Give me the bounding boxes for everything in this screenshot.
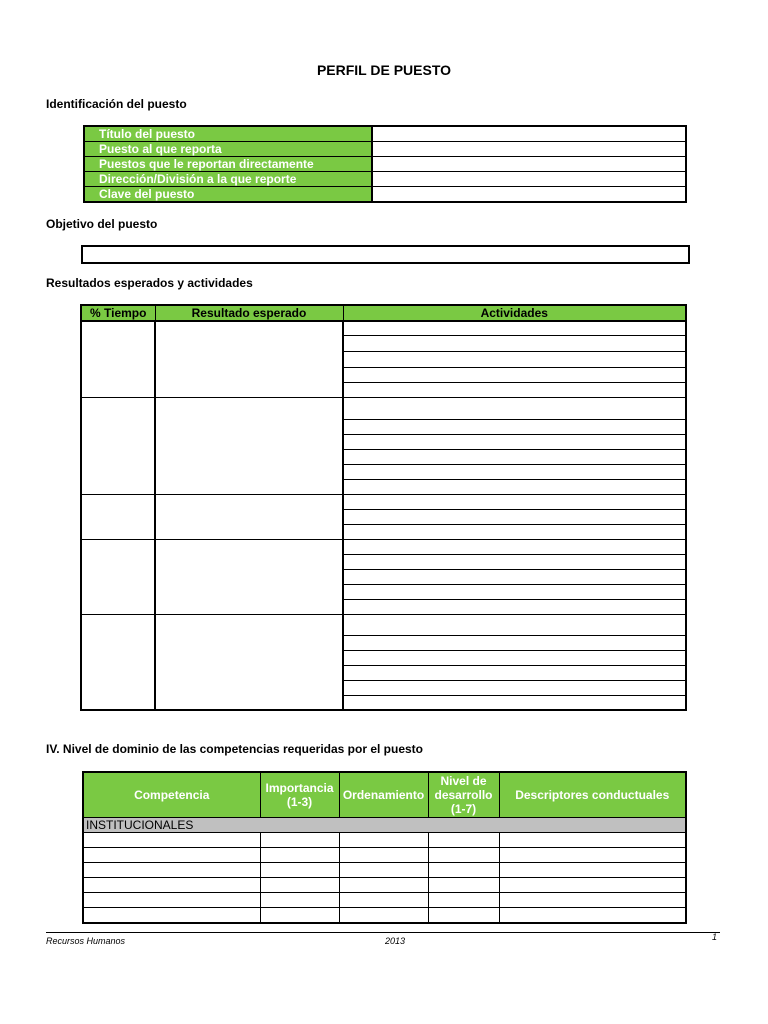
level-cell[interactable]: [428, 908, 499, 924]
ordering-cell[interactable]: [339, 863, 428, 878]
category-row: INSTITUCIONALES: [83, 818, 686, 833]
competency-cell[interactable]: [83, 848, 260, 863]
id-label: Dirección/División a la que reporte: [84, 172, 372, 187]
descriptor-cell[interactable]: [499, 833, 686, 848]
importance-cell[interactable]: [260, 893, 339, 908]
competency-cell[interactable]: [83, 833, 260, 848]
activity-cell[interactable]: [343, 494, 686, 509]
time-cell[interactable]: [81, 494, 155, 539]
ordering-cell[interactable]: [339, 893, 428, 908]
result-cell[interactable]: [155, 539, 343, 614]
objective-field[interactable]: [81, 245, 690, 264]
header-importance: Importancia (1-3): [260, 772, 339, 818]
time-cell[interactable]: [81, 397, 155, 494]
activity-cell[interactable]: [343, 695, 686, 710]
id-row: [84, 187, 686, 203]
level-cell[interactable]: [428, 893, 499, 908]
table-row: [83, 878, 686, 893]
id-row: [84, 157, 686, 172]
footer-divider: [46, 932, 720, 933]
activity-cell[interactable]: [343, 509, 686, 524]
result-cell[interactable]: [155, 321, 343, 397]
footer-year: 2013: [385, 936, 406, 946]
header-activities: Actividades: [343, 305, 686, 321]
activity-cell[interactable]: [343, 449, 686, 464]
descriptor-cell[interactable]: [499, 893, 686, 908]
ordering-cell[interactable]: [339, 833, 428, 848]
descriptor-cell[interactable]: [499, 863, 686, 878]
importance-cell[interactable]: [260, 833, 339, 848]
level-cell[interactable]: [428, 833, 499, 848]
competency-cell[interactable]: [83, 863, 260, 878]
ordering-cell[interactable]: [339, 848, 428, 863]
id-row: [84, 126, 686, 142]
id-row: [84, 172, 686, 187]
page-number: 1: [712, 932, 718, 942]
results-table: [80, 304, 687, 711]
importance-cell[interactable]: [260, 863, 339, 878]
competency-cell[interactable]: [83, 893, 260, 908]
table-row: [83, 833, 686, 848]
table-row: [83, 848, 686, 863]
header-result: Resultado esperado: [155, 305, 343, 321]
activity-cell[interactable]: [343, 614, 686, 635]
level-cell[interactable]: [428, 848, 499, 863]
identification-table: [83, 125, 687, 203]
header-descriptors: Descriptores conductuales: [499, 772, 686, 818]
table-row: [83, 908, 686, 924]
activity-cell[interactable]: [343, 419, 686, 434]
activity-cell[interactable]: [343, 554, 686, 569]
activity-cell[interactable]: [343, 584, 686, 599]
section-objective: Objetivo del puesto: [46, 217, 158, 231]
importance-cell[interactable]: [260, 908, 339, 924]
header-ordering: Ordenamiento: [339, 772, 428, 818]
id-row: [84, 142, 686, 157]
section-results: Resultados esperados y actividades: [46, 276, 253, 290]
id-value-field[interactable]: [372, 157, 686, 172]
footer-department: Recursos Humanos: [46, 936, 126, 946]
result-cell[interactable]: [155, 494, 343, 539]
header-time: % Tiempo: [81, 305, 155, 321]
activity-cell[interactable]: [343, 321, 686, 335]
result-cell[interactable]: [155, 397, 343, 494]
level-cell[interactable]: [428, 863, 499, 878]
activity-cell[interactable]: [343, 397, 686, 419]
activity-cell[interactable]: [343, 367, 686, 382]
activity-cell[interactable]: [343, 434, 686, 449]
activity-cell[interactable]: [343, 599, 686, 614]
id-value-field[interactable]: [372, 172, 686, 187]
header-level: Nivel de desarrollo (1-7): [428, 772, 499, 818]
activity-cell[interactable]: [343, 665, 686, 680]
table-row: [83, 863, 686, 878]
competencies-table: [82, 771, 687, 924]
activity-cell[interactable]: [343, 635, 686, 650]
activity-cell[interactable]: [343, 539, 686, 554]
section-competencies: IV. Nivel de dominio de las competencias requeridas por el puesto: [46, 742, 424, 756]
id-label: Puestos que le reportan directamente: [84, 157, 372, 172]
time-cell[interactable]: [81, 539, 155, 614]
activity-cell[interactable]: [343, 650, 686, 665]
competency-cell[interactable]: [83, 878, 260, 893]
id-value-field[interactable]: [372, 126, 686, 142]
importance-cell[interactable]: [260, 878, 339, 893]
time-cell[interactable]: [81, 614, 155, 710]
activity-cell[interactable]: [343, 524, 686, 539]
ordering-cell[interactable]: [339, 908, 428, 924]
section-identification: Identificación del puesto: [46, 97, 187, 111]
importance-cell[interactable]: [260, 848, 339, 863]
activity-cell[interactable]: [343, 382, 686, 397]
activity-cell[interactable]: [343, 569, 686, 584]
result-cell[interactable]: [155, 614, 343, 710]
competency-cell[interactable]: [83, 908, 260, 924]
page-title: PERFIL DE PUESTO: [316, 62, 452, 78]
activity-cell[interactable]: [343, 680, 686, 695]
time-cell[interactable]: [81, 321, 155, 397]
descriptor-cell[interactable]: [499, 878, 686, 893]
id-label: Puesto al que reporta: [84, 142, 372, 157]
id-value-field[interactable]: [372, 187, 686, 203]
header-competency: Competencia: [83, 772, 260, 818]
descriptor-cell[interactable]: [499, 848, 686, 863]
ordering-cell[interactable]: [339, 878, 428, 893]
id-label: Clave del puesto: [84, 187, 372, 203]
activity-cell[interactable]: [343, 464, 686, 479]
activity-cell[interactable]: [343, 351, 686, 367]
table-row: [83, 893, 686, 908]
activity-cell[interactable]: [343, 335, 686, 351]
descriptor-cell[interactable]: [499, 908, 686, 924]
level-cell[interactable]: [428, 878, 499, 893]
activity-cell[interactable]: [343, 479, 686, 494]
id-value-field[interactable]: [372, 142, 686, 157]
id-label: Título del puesto: [84, 126, 372, 142]
